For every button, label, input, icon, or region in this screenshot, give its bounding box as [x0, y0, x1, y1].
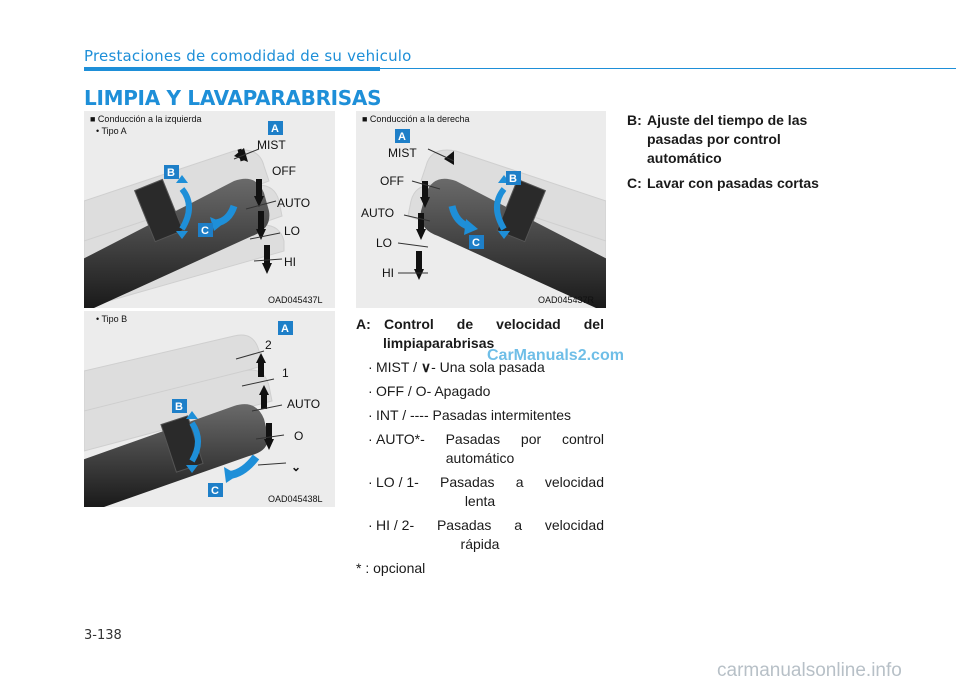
svg-text:B: B	[167, 167, 175, 179]
section-b-line2: pasadas por control	[647, 131, 781, 147]
section-b-line3: automático	[647, 150, 722, 166]
section-title: Prestaciones de comodidad de su vehiculo	[84, 47, 412, 65]
section-a-title-line2: limpiaparabrisas	[383, 335, 495, 351]
footnote: * : opcional	[356, 560, 426, 576]
svg-text:• Tipo A: • Tipo A	[96, 126, 127, 136]
svg-text:■ Conducción a la derecha: ■ Conducción a la derecha	[362, 114, 470, 124]
svg-text:MIST: MIST	[388, 146, 417, 160]
list-item: · INT / --- - Pasadas intermitentes	[368, 407, 572, 423]
svg-text:■ Conducción a la izquierda: ■ Conducción a la izquierda	[90, 114, 202, 124]
section-bc-text	[627, 111, 947, 193]
svg-text:A: A	[281, 323, 289, 335]
svg-text:C: C	[211, 485, 219, 497]
svg-text:AUTO: AUTO	[361, 206, 395, 220]
svg-text:OAD045437L: OAD045437L	[268, 295, 323, 305]
header-rule-thin	[380, 68, 956, 69]
list-item: · MIST / ∨ - Una sola pasada	[368, 359, 545, 375]
watermark-center: CarManuals2.com	[487, 347, 624, 364]
list-item: · HI / 2 - Pasadas a velocidad	[368, 517, 604, 533]
svg-text:OFF: OFF	[272, 164, 296, 178]
figure-rhd	[356, 111, 606, 308]
watermark-bottom: carmanualsonline.info	[717, 660, 902, 681]
svg-text:MIST: MIST	[257, 138, 286, 152]
svg-text:⌄: ⌄	[291, 460, 302, 474]
page-heading: LIMPIA Y LAVAPARABRISAS	[84, 86, 382, 110]
list-item: · LO / 1 - Pasadas a velocidad	[368, 474, 604, 490]
svg-text:HI: HI	[382, 266, 394, 280]
svg-text:OAD045438L: OAD045438L	[268, 494, 323, 504]
list-item-cont: lenta	[464, 493, 496, 509]
svg-text:OFF: OFF	[380, 174, 404, 188]
v-symbol-icon: ∨	[420, 359, 432, 375]
svg-text:• Tipo B: • Tipo B	[96, 314, 128, 324]
svg-text:OAD045437R: OAD045437R	[538, 295, 595, 305]
header-rule-thick	[84, 67, 380, 71]
page-number: 3-138	[84, 628, 122, 643]
svg-text:O: O	[294, 429, 304, 443]
list-item-cont: automático	[445, 450, 515, 466]
svg-text:1: 1	[282, 366, 289, 380]
svg-text:LO: LO	[284, 224, 301, 238]
figure-lhd-type-b	[84, 311, 335, 507]
section-c-title: C: Lavar con pasadas cortas	[627, 175, 819, 191]
section-a-title: A: Control de velocidad del	[356, 316, 604, 332]
svg-text:A: A	[271, 123, 279, 135]
list-item-cont: rápida	[460, 536, 500, 552]
svg-text:A: A	[398, 131, 406, 143]
svg-text:AUTO: AUTO	[287, 397, 321, 411]
figure-lhd-type-a	[84, 111, 335, 308]
list-item: · OFF / O - Apagado	[368, 383, 491, 399]
svg-text:HI: HI	[284, 255, 296, 269]
svg-text:B: B	[175, 401, 183, 413]
svg-text:LO: LO	[376, 236, 393, 250]
svg-text:AUTO: AUTO	[277, 196, 311, 210]
svg-text:2: 2	[265, 338, 272, 352]
svg-text:C: C	[472, 237, 480, 249]
svg-text:B: B	[509, 173, 517, 185]
list-item: · AUTO* - Pasadas por control	[368, 431, 604, 447]
section-b-title: B: Ajuste del tiempo de las	[627, 112, 808, 128]
svg-text:C: C	[201, 225, 209, 237]
